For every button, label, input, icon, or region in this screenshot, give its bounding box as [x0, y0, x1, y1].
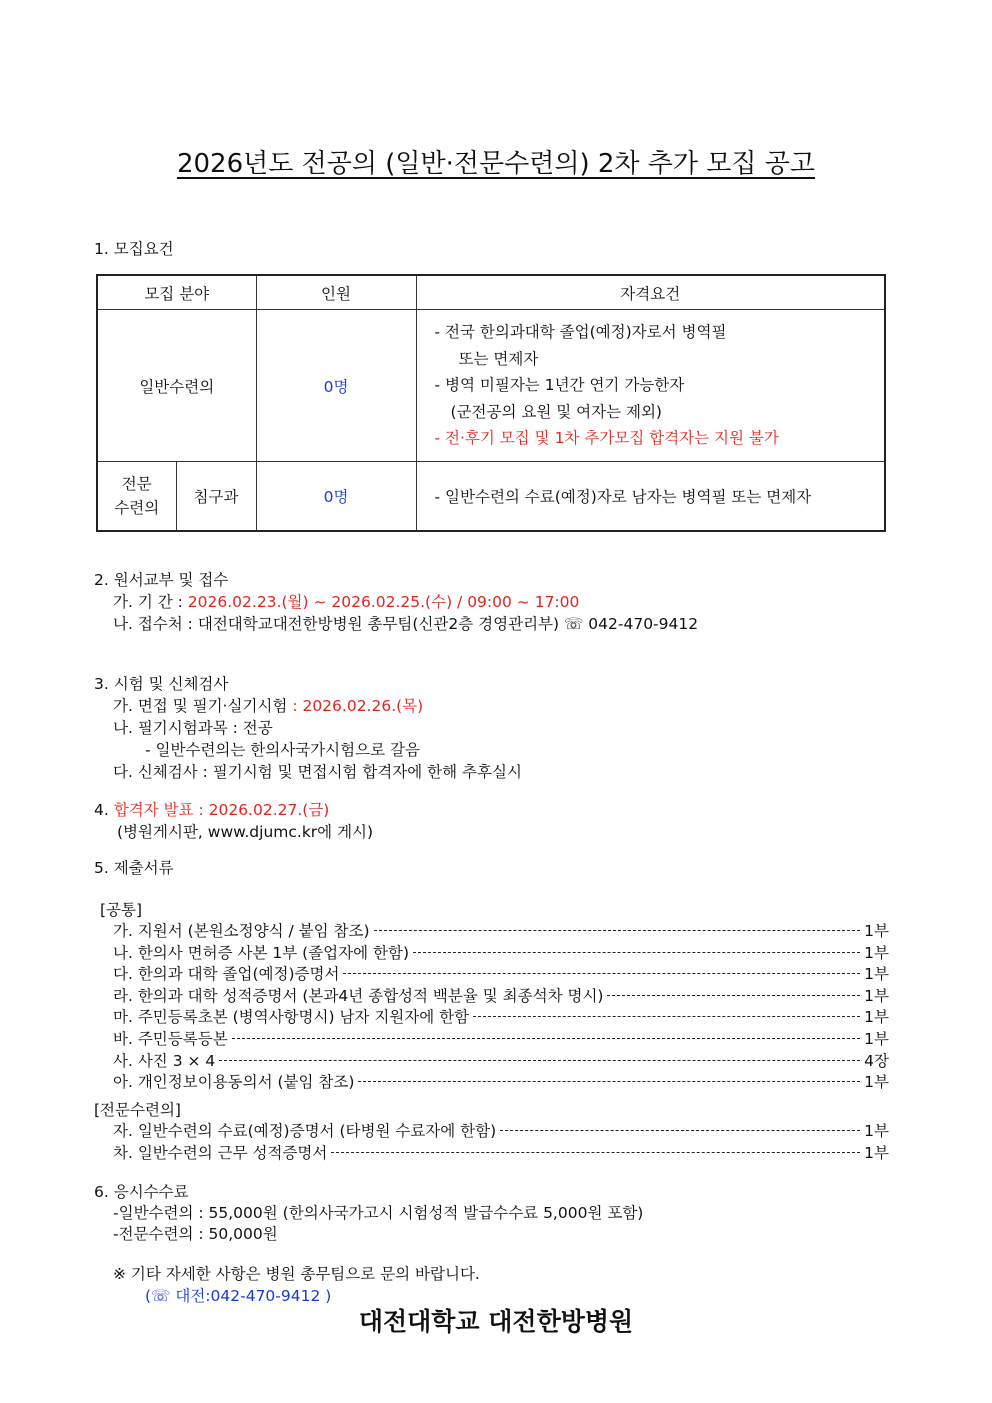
contact-phone: (☏ 대전:042-470-9412 ) [145, 1287, 332, 1305]
physical-exam: 다. 신체검사 : 필기시험 및 면접시험 합격자에 한해 추후실시 [113, 763, 522, 781]
dotted-leader [473, 1016, 860, 1017]
list-item [113, 1005, 889, 1027]
hospital-name: 대전대학교 대전한방병원 [358, 1307, 634, 1336]
list-item [113, 984, 889, 1006]
specialist-docs-label: [전문수련의] [94, 1101, 181, 1119]
dotted-leader [413, 952, 860, 953]
list-item [113, 1027, 889, 1049]
section-6-heading: 6. 응시수수료 [94, 1183, 189, 1201]
section-2-heading: 2. 원서교부 및 접수 [94, 571, 229, 589]
fee-general: -일반수련의 : 55,000원 (한의사국가고시 시험성적 발급수수료 5,000원 포함) [113, 1204, 644, 1222]
dotted-leader [358, 1081, 860, 1082]
list-item [113, 1119, 889, 1141]
dotted-leader [343, 973, 860, 974]
fee-specialist: -전문수련의 : 50,000원 [113, 1225, 278, 1243]
doc-name: 바. 주민등록등본 [113, 1030, 228, 1048]
header-qualification: 자격요건 [416, 275, 885, 310]
qualification-general: - 전국 한의과대학 졸업(예정)자로서 병역필 또는 면제자 - 병역 미필자는 1년간 연기 가능한자 (군전공의 요원 및 여자는 제외) - 전·후기 모집 및 1차 추가모집 합격자는 지원 불가 [416, 310, 885, 462]
list-item [113, 1070, 889, 1092]
doc-quantity: 1부 [864, 943, 889, 962]
doc-quantity: 1부 [864, 1122, 889, 1140]
written-subject: 나. 필기시험과목 : 전공 [113, 719, 273, 737]
exam-date: 가. 면접 및 필기·실기시험 : 2026.02.26.(목) [113, 697, 424, 715]
header-count: 인원 [256, 275, 416, 310]
dotted-leader [607, 995, 860, 996]
dotted-leader [374, 930, 861, 931]
doc-name: 아. 개인정보이용동의서 (붙임 참조) [113, 1073, 355, 1092]
doc-name: 나. 한의사 면허증 사본 1부 (졸업자에 한함) [113, 943, 410, 962]
requirements-table [96, 274, 886, 532]
doc-quantity: 1부 [864, 1143, 889, 1162]
inquiry-note: ※ 기타 자세한 사항은 병원 총무팀으로 문의 바랍니다. [113, 1265, 480, 1283]
dotted-leader [232, 1038, 860, 1039]
table-row [97, 462, 885, 532]
application-place: 나. 접수처 : 대전대학교대전한방병원 총무팀(신관2층 경영관리부) ☏ 042-470-9412 [113, 615, 699, 633]
doc-quantity: 1부 [864, 1073, 889, 1092]
table-header-row [97, 275, 885, 310]
dotted-leader [331, 1152, 860, 1153]
doc-quantity: 1부 [864, 922, 889, 940]
written-subject-note: - 일반수련의는 한의사국가시험으로 갈음 [145, 741, 420, 759]
count-general: 0명 [256, 310, 416, 462]
list-item [113, 1141, 889, 1163]
list-item [113, 919, 889, 941]
doc-quantity: 1부 [864, 1008, 889, 1027]
dotted-leader [500, 1130, 860, 1131]
doc-quantity: 1부 [864, 965, 889, 984]
doc-quantity: 1부 [864, 1030, 889, 1048]
doc-name: 다. 한의과 대학 졸업(예정)증명서 [113, 965, 340, 984]
page-title: 2026년도 전공의 (일반·전문수련의) 2차 추가 모집 공고 [176, 149, 816, 179]
list-item [113, 1049, 889, 1071]
doc-name: 차. 일반수련의 근무 성적증명서 [113, 1143, 328, 1162]
doc-name: 사. 사진 3 × 4 [113, 1051, 216, 1070]
field-specialist: 전문 수련의 [97, 462, 176, 532]
section-4-heading: 4. 합격자 발표 : 2026.02.27.(금) [94, 801, 330, 819]
announcement-note: (병원게시판, www.djumc.kr에 게시) [117, 823, 374, 841]
dept-acupuncture: 침구과 [176, 462, 256, 532]
list-item [113, 941, 889, 963]
section-1-heading: 1. 모집요건 [94, 240, 174, 258]
header-field: 모집 분야 [97, 275, 256, 310]
doc-name: 자. 일반수련의 수료(예정)증명서 (타병원 수료자에 한함) [113, 1122, 497, 1140]
common-docs-label: [공통] [100, 901, 143, 919]
table-row [97, 310, 885, 462]
doc-name: 라. 한의과 대학 성적증명서 (본과4년 종합성적 백분율 및 최종석차 명시) [113, 986, 604, 1005]
dotted-leader [219, 1060, 860, 1061]
section-3-heading: 3. 시험 및 신체검사 [94, 675, 229, 693]
section-5-heading: 5. 제출서류 [94, 859, 174, 877]
field-general: 일반수련의 [97, 310, 256, 462]
doc-name: 가. 지원서 (본원소정양식 / 붙임 참조) [113, 922, 370, 940]
count-specialist: 0명 [256, 462, 416, 532]
qualification-specialist: - 일반수련의 수료(예정)자로 남자는 병역필 또는 면제자 [416, 462, 885, 532]
list-item [113, 962, 889, 984]
application-period: 가. 기 간 : 2026.02.23.(월) ~ 2026.02.25.(수) / 09:00 ~ 17:00 [113, 593, 580, 611]
doc-quantity: 1부 [864, 986, 889, 1005]
doc-quantity: 4장 [864, 1051, 889, 1070]
doc-name: 마. 주민등록초본 (병역사항명시) 남자 지원자에 한함 [113, 1008, 470, 1027]
